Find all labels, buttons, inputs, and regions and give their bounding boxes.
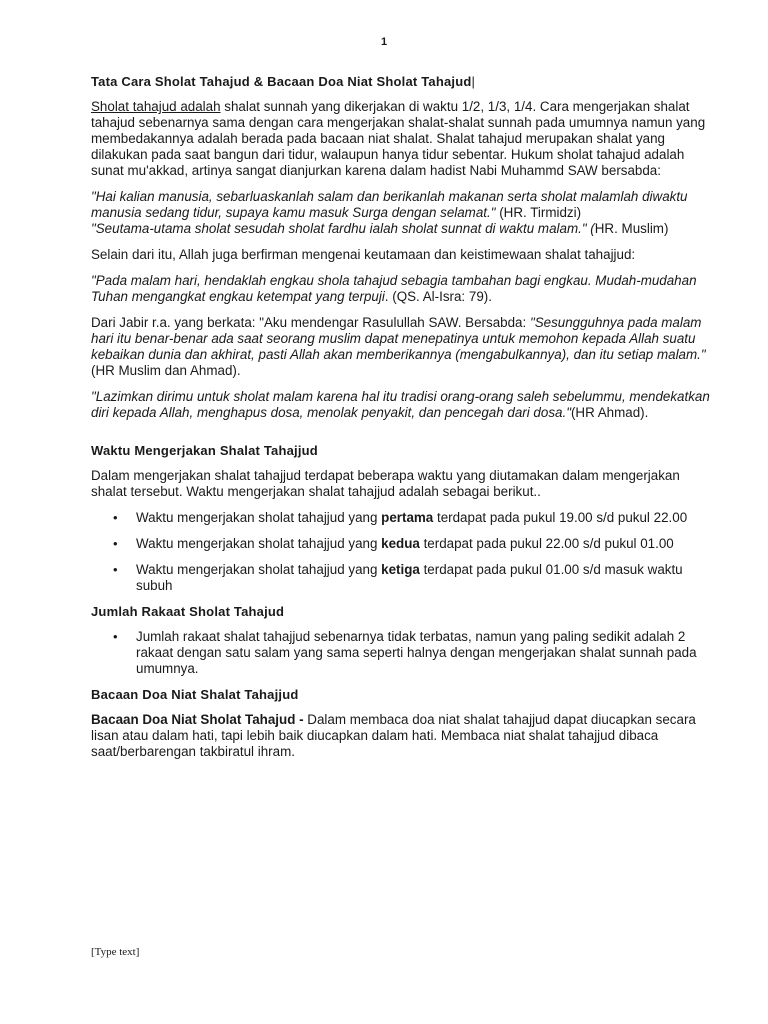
section-heading-jumlah: Jumlah Rakaat Sholat Tahajud bbox=[91, 604, 285, 619]
bacaan-paragraph bbox=[91, 712, 713, 760]
intro-link[interactable]: Sholat tahajud adalah bbox=[91, 99, 221, 114]
item-text: Waktu mengerjakan sholat tahajjud yang bbox=[136, 536, 382, 551]
quote1-source: (HR. Tirmidzi) bbox=[495, 205, 582, 220]
bacaan-text: Dalam membaca doa niat shalat tahajjud dapat diucapkan secara lisan atau dalam hati, tapi lebih baik diucapkan dalam hati. Membaca niat shalat tahajjud dibaca saat/berbarengan takbiratul ihram. bbox=[91, 712, 696, 759]
bullet-icon: • bbox=[113, 510, 118, 525]
section-heading-waktu: Waktu Mengerjakan Shalat Tahajjud bbox=[91, 443, 318, 458]
quran-quote bbox=[91, 273, 713, 305]
bacaan-lead: Bacaan Doa Niat Sholat Tahajud - bbox=[91, 712, 308, 727]
item-text: Jumlah rakaat shalat tahajjud sebenarnya tidak terbatas, namun yang paling sedikit adalah 2 rakaat dengan satu salam yang sama seperti halnya dengan mengerjakan shalat sunnah pada umumnya. bbox=[136, 629, 697, 676]
quote3-text: "Lazimkan dirimu untuk sholat malam karena hal itu tradisi orang-orang saleh sebelummu, mendekatkan diri kepada Allah, menghapus dosa, menolak penyakit, dan pencegah dari dosa." bbox=[91, 389, 710, 420]
item-text: terdapat pada pukul 22.00 s/d pukul 01.00 bbox=[419, 536, 674, 551]
quote1-text2: "Seutama-utama sholat sesudah sholat fardhu ialah sholat sunnat di waktu malam." ( bbox=[91, 221, 595, 236]
hadith-quote-3 bbox=[91, 389, 713, 421]
item-bold: kedua bbox=[381, 536, 420, 551]
intro-paragraph bbox=[91, 99, 713, 179]
text-cursor: | bbox=[471, 74, 476, 89]
list-item bbox=[91, 510, 713, 526]
list-item bbox=[91, 629, 713, 677]
quote2-text: "Pada malam hari, hendaklah engkau shola tahajud sebagia tambahan bagi engkau. Mudah-mudahan Tuhan mengangkat engkau ketempat yang terpuji bbox=[91, 273, 697, 304]
list-item bbox=[91, 536, 713, 552]
page-number: 1 bbox=[380, 36, 388, 48]
para3-prefix: Dari Jabir r.a. yang berkata: "Aku mendengar Rasulullah SAW. Bersabda: bbox=[91, 315, 530, 330]
item-bold: ketiga bbox=[381, 562, 420, 577]
item-text: Waktu mengerjakan sholat tahajjud yang bbox=[136, 510, 382, 525]
page-title bbox=[91, 74, 713, 89]
hadith-quote-1 bbox=[91, 189, 713, 237]
paragraph-2: Selain dari itu, Allah juga berfirman mengenai keutamaan dan keistimewaan shalat tahajjud: bbox=[91, 247, 636, 262]
intro-text: shalat sunnah yang dikerjakan di waktu 1/2, 1/3, 1/4. Cara mengerjakan shalat tahajud sebenarnya sama dengan cara mengerjakan shalat-shalat sunnah pada umumnya namun yang membedakannya adalah berada pada bacaan niat shalat. Shalat tahajud merupakan shalat yang dilakukan pada saat bangun dari tidur, walaupun hanya tidur sebentar. Hukum sholat tahajud adalah sunat mu'akkad, artinya sangat dianjurkan karena dalam hadist Nabi Muhammd SAW bersabda: bbox=[91, 99, 706, 178]
title-text: Tata Cara Sholat Tahajud & Bacaan Doa Niat Sholat Tahajud bbox=[91, 74, 472, 89]
quote2-source: . (QS. Al-Isra: 79). bbox=[384, 289, 492, 304]
para3-source: (HR Muslim dan Ahmad). bbox=[91, 363, 241, 378]
item-bold: pertama bbox=[381, 510, 434, 525]
quote3-source: (HR Ahmad). bbox=[570, 405, 649, 420]
bullet-icon: • bbox=[113, 562, 118, 577]
paragraph-3 bbox=[91, 315, 713, 379]
para3-quote: "Sesungguhnya pada malam hari itu benar-benar ada saat seorang muslim dapat menepatinya untuk memohon kepada Allah suatu kebaikan dunia dan akhirat, pasti Allah akan memberikannya (mengabulkannya), dan itu setiap malam." bbox=[91, 315, 706, 362]
section-heading-bacaan: Bacaan Doa Niat Shalat Tahajjud bbox=[91, 687, 299, 702]
item-text: terdapat pada pukul 01.00 s/d masuk waktu subuh bbox=[136, 562, 683, 593]
footer-placeholder[interactable]: [Type text] bbox=[91, 946, 140, 958]
bullet-icon: • bbox=[113, 629, 118, 644]
item-text: terdapat pada pukul 19.00 s/d pukul 22.00 bbox=[433, 510, 688, 525]
quote1-source2: HR. Muslim) bbox=[594, 221, 669, 236]
document-body bbox=[91, 74, 713, 770]
item-text: Waktu mengerjakan sholat tahajjud yang bbox=[136, 562, 382, 577]
waktu-intro: Dalam mengerjakan shalat tahajjud terdapat beberapa waktu yang diutamakan dalam mengerjakan shalat tersebut. Waktu mengerjakan shalat tahajjud adalah sebagai berikut.. bbox=[91, 468, 680, 499]
bullet-icon: • bbox=[113, 536, 118, 551]
quote1-text: "Hai kalian manusia, sebarluaskanlah salam dan berikanlah makanan serta sholat malamlah diwaktu manusia sedang tidur, supaya kamu masuk Surga dengan selamat." bbox=[91, 189, 688, 220]
waktu-list bbox=[91, 510, 713, 594]
jumlah-list bbox=[91, 629, 713, 677]
list-item bbox=[91, 562, 713, 594]
